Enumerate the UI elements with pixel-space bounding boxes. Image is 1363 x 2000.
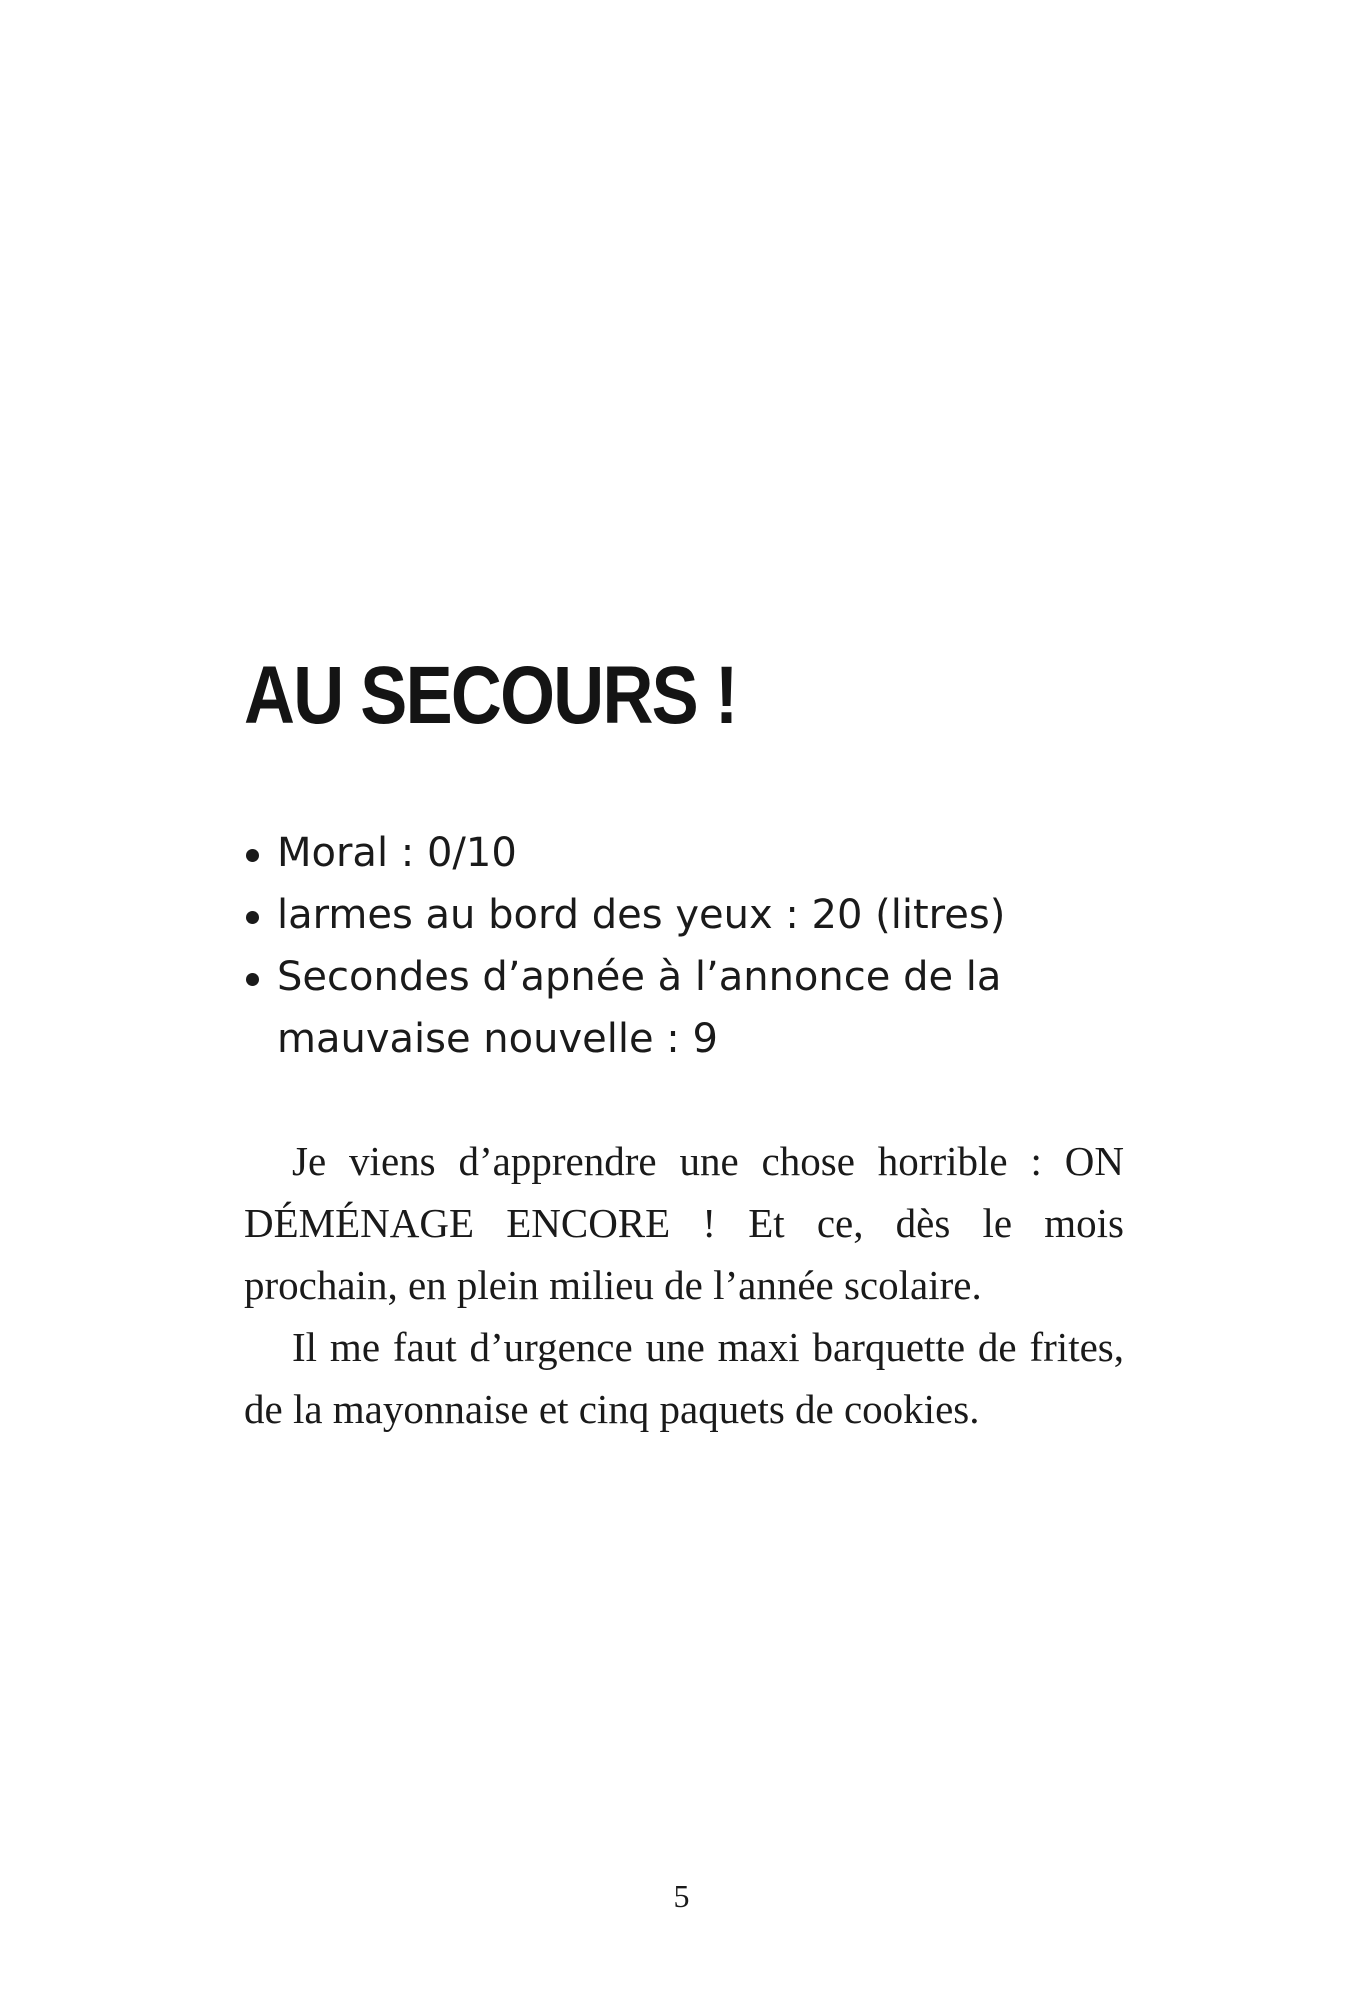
paragraph: Je viens d’apprendre une chose horrible : ON DÉMÉNAGE ENCORE ! Et ce, dès le mois prochain, en plein milieu de l’année scolaire. (244, 1138, 1124, 1308)
stats-item-apnea (244, 946, 1144, 1070)
stats-item-moral (244, 822, 1144, 884)
paragraph: Il me faut d’urgence une maxi barquette de frites, de la mayonnaise et cinq paquets de cookies. (244, 1324, 1124, 1432)
stats-item-text: Secondes d’apnée à l’annonce de la mauvaise nouvelle : 9 (277, 954, 1002, 1062)
bullet-icon (246, 911, 259, 924)
stats-item-text: Moral : 0/10 (277, 830, 517, 876)
bullet-icon (246, 973, 259, 986)
stats-list (244, 822, 1144, 1070)
page-number: 5 (673, 1878, 690, 1914)
body-text (244, 1130, 1124, 1440)
stats-item-tears (244, 884, 1144, 946)
bullet-icon (246, 849, 259, 862)
stats-item-text: larmes au bord des yeux : 20 (litres) (277, 892, 1006, 938)
chapter-title: AU SECOURS ! (244, 650, 737, 741)
